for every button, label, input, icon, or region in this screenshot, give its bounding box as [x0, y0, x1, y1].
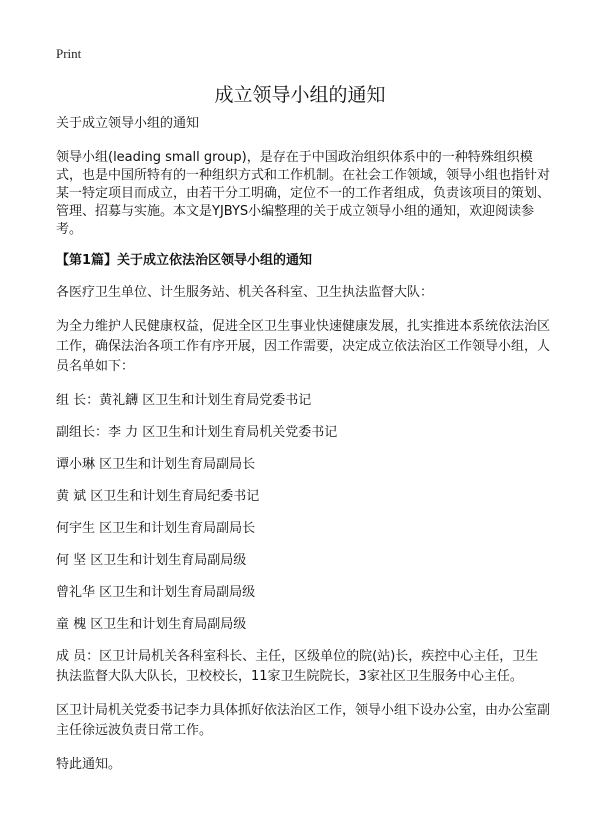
body-paragraph-1: 为全力维护人民健康权益，促进全区卫生事业快速健康发展，扎实推进本系统依法治区工作，确保法治各项工作有序开展，因工作需要，决定成立依法治区工作领导小组，人员名单如下： [56, 319, 551, 374]
member-line: 组 长：黄礼鑮 区卫生和计划生育局党委书记 [56, 393, 312, 408]
closing-line: 特此通知。 [56, 757, 122, 772]
member-line: 何宇生 区卫生和计划生育局副局长 [56, 521, 256, 536]
recipients-line: 各医疗卫生单位、计生服务站、机关各科室、卫生执法监督大队： [56, 285, 434, 300]
member-line: 副组长：李 力 区卫生和计划生育局机关党委书记 [56, 425, 338, 440]
member-line: 曾礼华 区卫生和计划生育局副局级 [56, 585, 256, 600]
members-note: 成 员：区卫计局机关各科室科长、主任，区级单位的院(站)长，疾控中心主任，卫生执法监督大队大队长，卫校校长，11家卫生院院长，3家社区卫生服务中心主任。 [56, 649, 539, 684]
member-line: 谭小琳 区卫生和计划生育局副局长 [56, 457, 256, 472]
member-line: 黄 斌 区卫生和计划生育局纪委书记 [56, 489, 260, 504]
section-heading: 【第1篇】关于成立依法治区领导小组的通知 [56, 253, 313, 268]
member-line: 何 坚 区卫生和计划生育局副局级 [56, 553, 247, 568]
member-line: 童 槐 区卫生和计划生育局副局级 [56, 617, 247, 632]
page-title: 成立领导小组的通知 [214, 84, 386, 106]
print-link[interactable]: Print [56, 46, 82, 61]
body-paragraph-2: 区卫计局机关党委书记李力具体抓好依法治区工作，领导小组下设办公室，由办公室副主任徐远波负责日常工作。 [56, 703, 551, 738]
intro-paragraph: 领导小组(leading small group)，是存在于中国政治组织体系中的一种特殊组织模式，也是中国所特有的一种组织方式和工作机制。在社会工作领域，领导小组也指针对某一特定项目而成立，由若干分工明确，定位不一的工作者组成，负责该项目的策划、管理、招募与实施。本文是YJBYS小编整理的关于成立领导小组的通知，欢迎阅读参考。 [56, 150, 551, 237]
intro-title: 关于成立领导小组的通知 [56, 116, 200, 131]
article-body [56, 114, 550, 775]
